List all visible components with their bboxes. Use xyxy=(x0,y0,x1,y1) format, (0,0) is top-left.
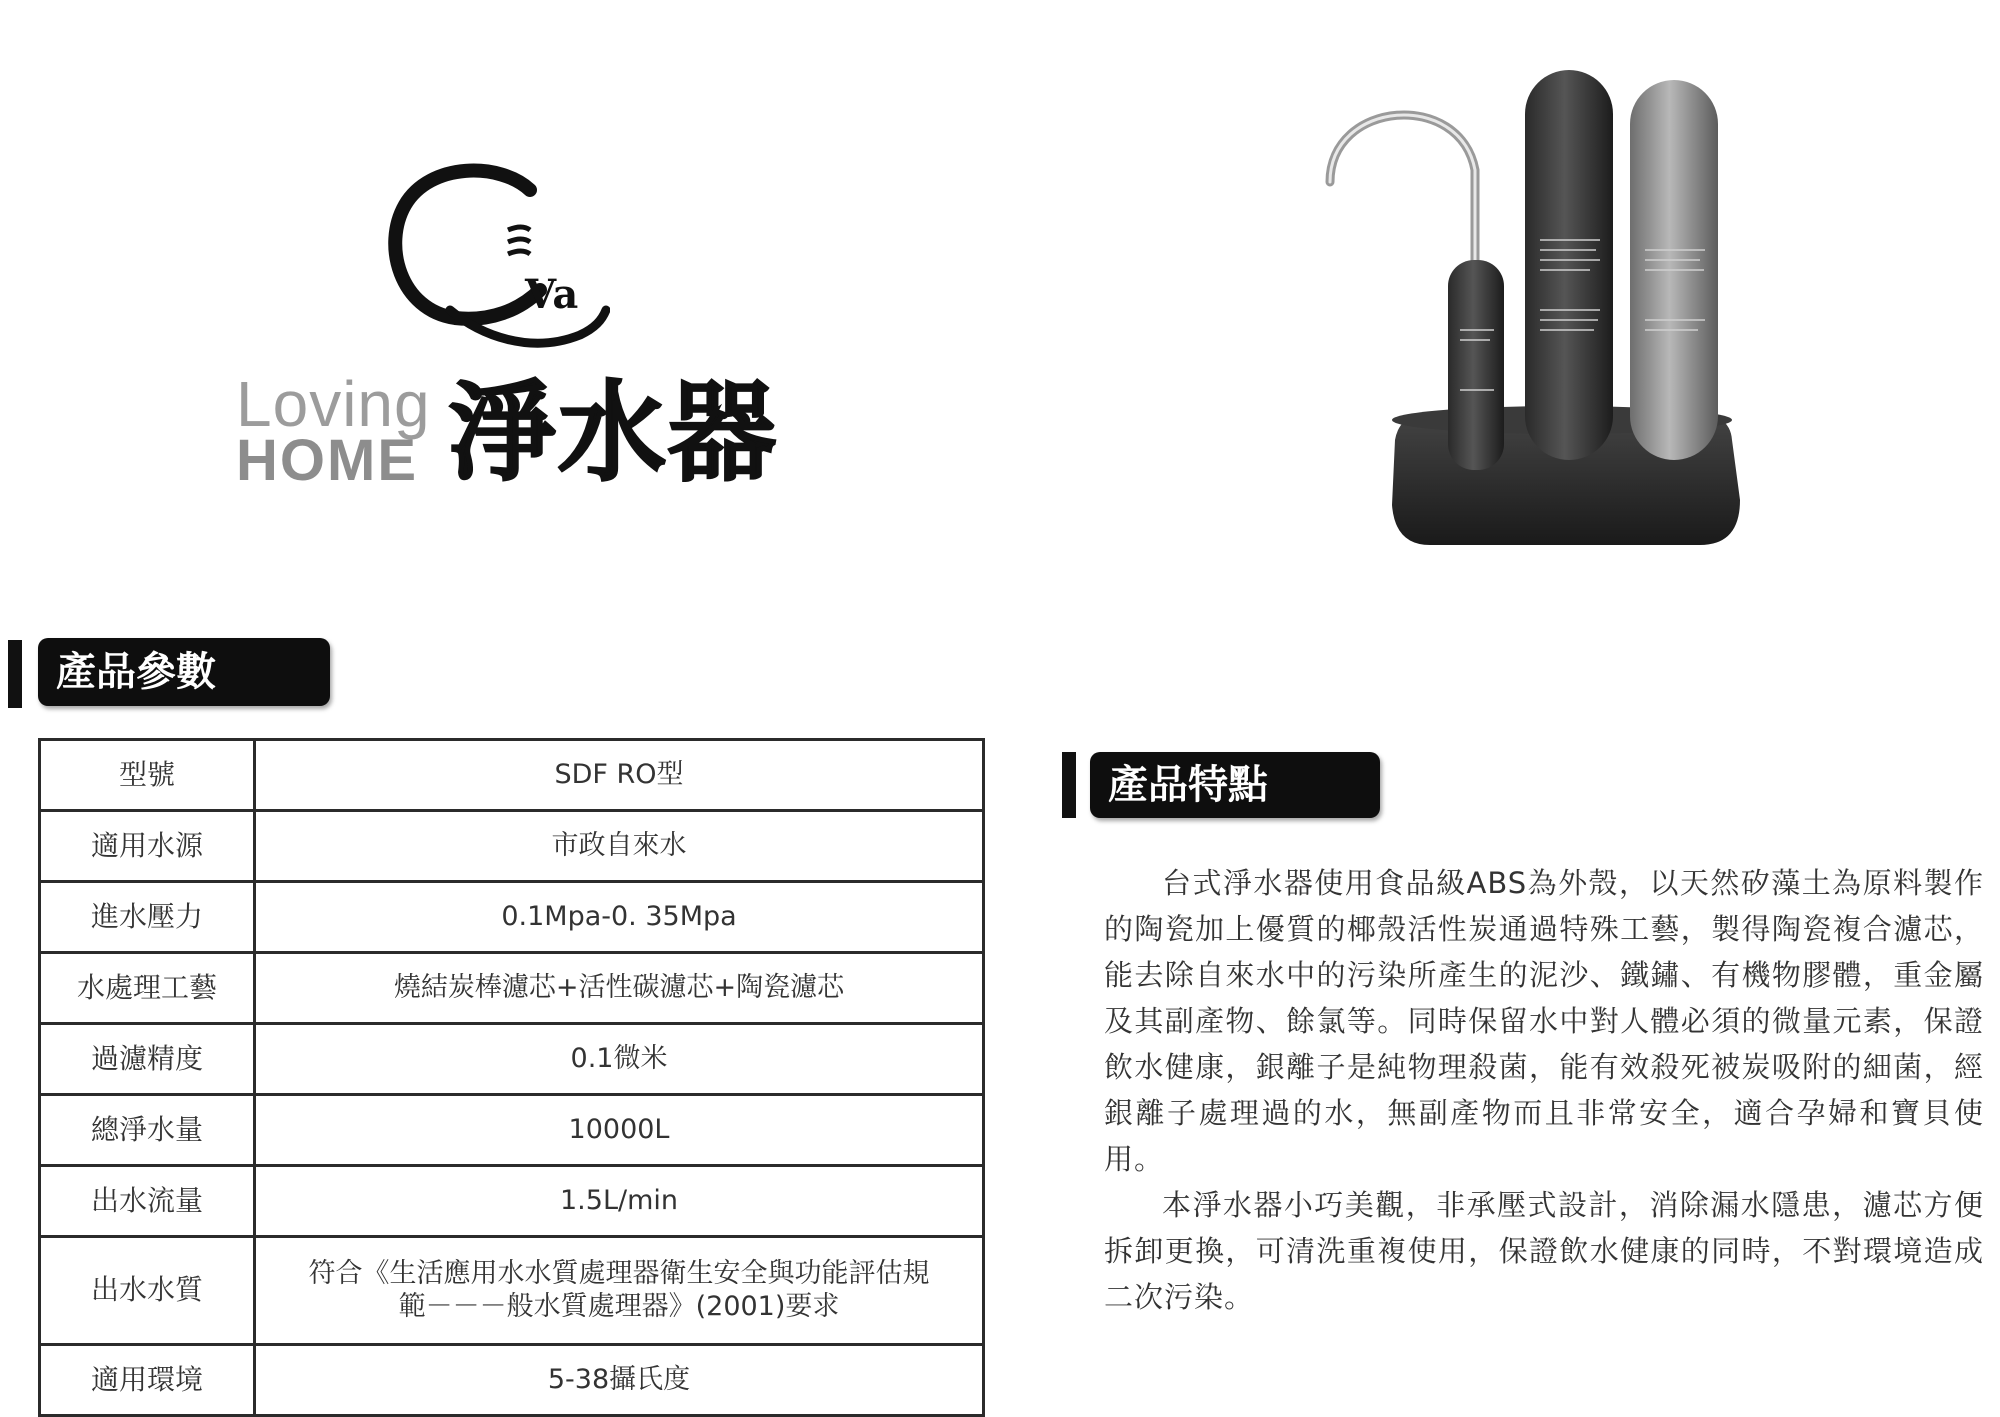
row-value: 燒結炭棒濾芯+活性碳濾芯+陶瓷濾芯 xyxy=(255,953,984,1024)
table-row xyxy=(40,1095,984,1166)
params-heading-bar xyxy=(8,640,22,708)
row-label: 出水水質 xyxy=(40,1237,255,1345)
page-title: 淨水器 xyxy=(448,371,779,496)
row-label: 總淨水量 xyxy=(40,1095,255,1166)
features-text xyxy=(1104,860,1984,1320)
table-row xyxy=(40,882,984,953)
row-label: 型號 xyxy=(40,740,255,811)
params-heading xyxy=(38,638,330,706)
params-heading-label: 產品參數 xyxy=(56,649,216,695)
features-heading xyxy=(1090,752,1380,818)
row-value: 5-38攝氏度 xyxy=(255,1345,984,1416)
table-row xyxy=(40,1166,984,1237)
table-row xyxy=(40,1345,984,1416)
row-value: 市政自來水 xyxy=(255,811,984,882)
brand-home-text: HOME xyxy=(236,428,418,493)
features-heading-label: 產品特點 xyxy=(1108,762,1268,808)
table-row xyxy=(40,811,984,882)
row-label: 進水壓力 xyxy=(40,882,255,953)
row-label: 過濾精度 xyxy=(40,1024,255,1095)
row-value: 1.5L/min xyxy=(255,1166,984,1237)
row-value: SDF RO型 xyxy=(255,740,984,811)
row-value: 符合《生活應用水水質處理器衛生安全與功能評估規範－－－般水質處理器》(2001)要求 xyxy=(255,1237,984,1345)
water-purifier-image xyxy=(1300,60,1750,580)
spec-table xyxy=(38,738,985,1417)
table-row xyxy=(40,740,984,811)
features-heading-bar xyxy=(1062,752,1076,818)
row-label: 出水流量 xyxy=(40,1166,255,1237)
row-label: 適用水源 xyxy=(40,811,255,882)
row-value: 10000L xyxy=(255,1095,984,1166)
features-paragraph: 台式淨水器使用食品級ABS為外殼，以天然矽藻土為原料製作的陶瓷加上優質的椰殼活性炭通過特殊工藝，製得陶瓷複合濾芯，能去除自來水中的污染所產生的泥沙、鐵鏽、有機物膠體，重金屬及其副產物、餘氯等。同時保留水中對人體必須的微量元素，保證飲水健康，銀離子是純物理殺菌，能有效殺死被炭吸附的細菌，經銀離子處理過的水，無副產物而且非常安全，適合孕婦和寶貝使用。 xyxy=(1104,866,1984,1176)
row-label: 水處理工藝 xyxy=(40,953,255,1024)
features-paragraph: 本淨水器小巧美觀，非承壓式設計，消除漏水隱患，濾芯方便拆卸更換，可清洗重複使用，保證飲水健康的同時，不對環境造成二次污染。 xyxy=(1104,1188,1984,1314)
logo-text: Va xyxy=(525,271,579,318)
table-row xyxy=(40,1024,984,1095)
table-row xyxy=(40,1237,984,1345)
table-row xyxy=(40,953,984,1024)
brand-loving-text: Loving xyxy=(236,368,431,440)
row-label: 適用環境 xyxy=(40,1345,255,1416)
qva-logo xyxy=(380,160,610,350)
row-value: 0.1Mpa-0. 35Mpa xyxy=(255,882,984,953)
row-value: 0.1微米 xyxy=(255,1024,984,1095)
